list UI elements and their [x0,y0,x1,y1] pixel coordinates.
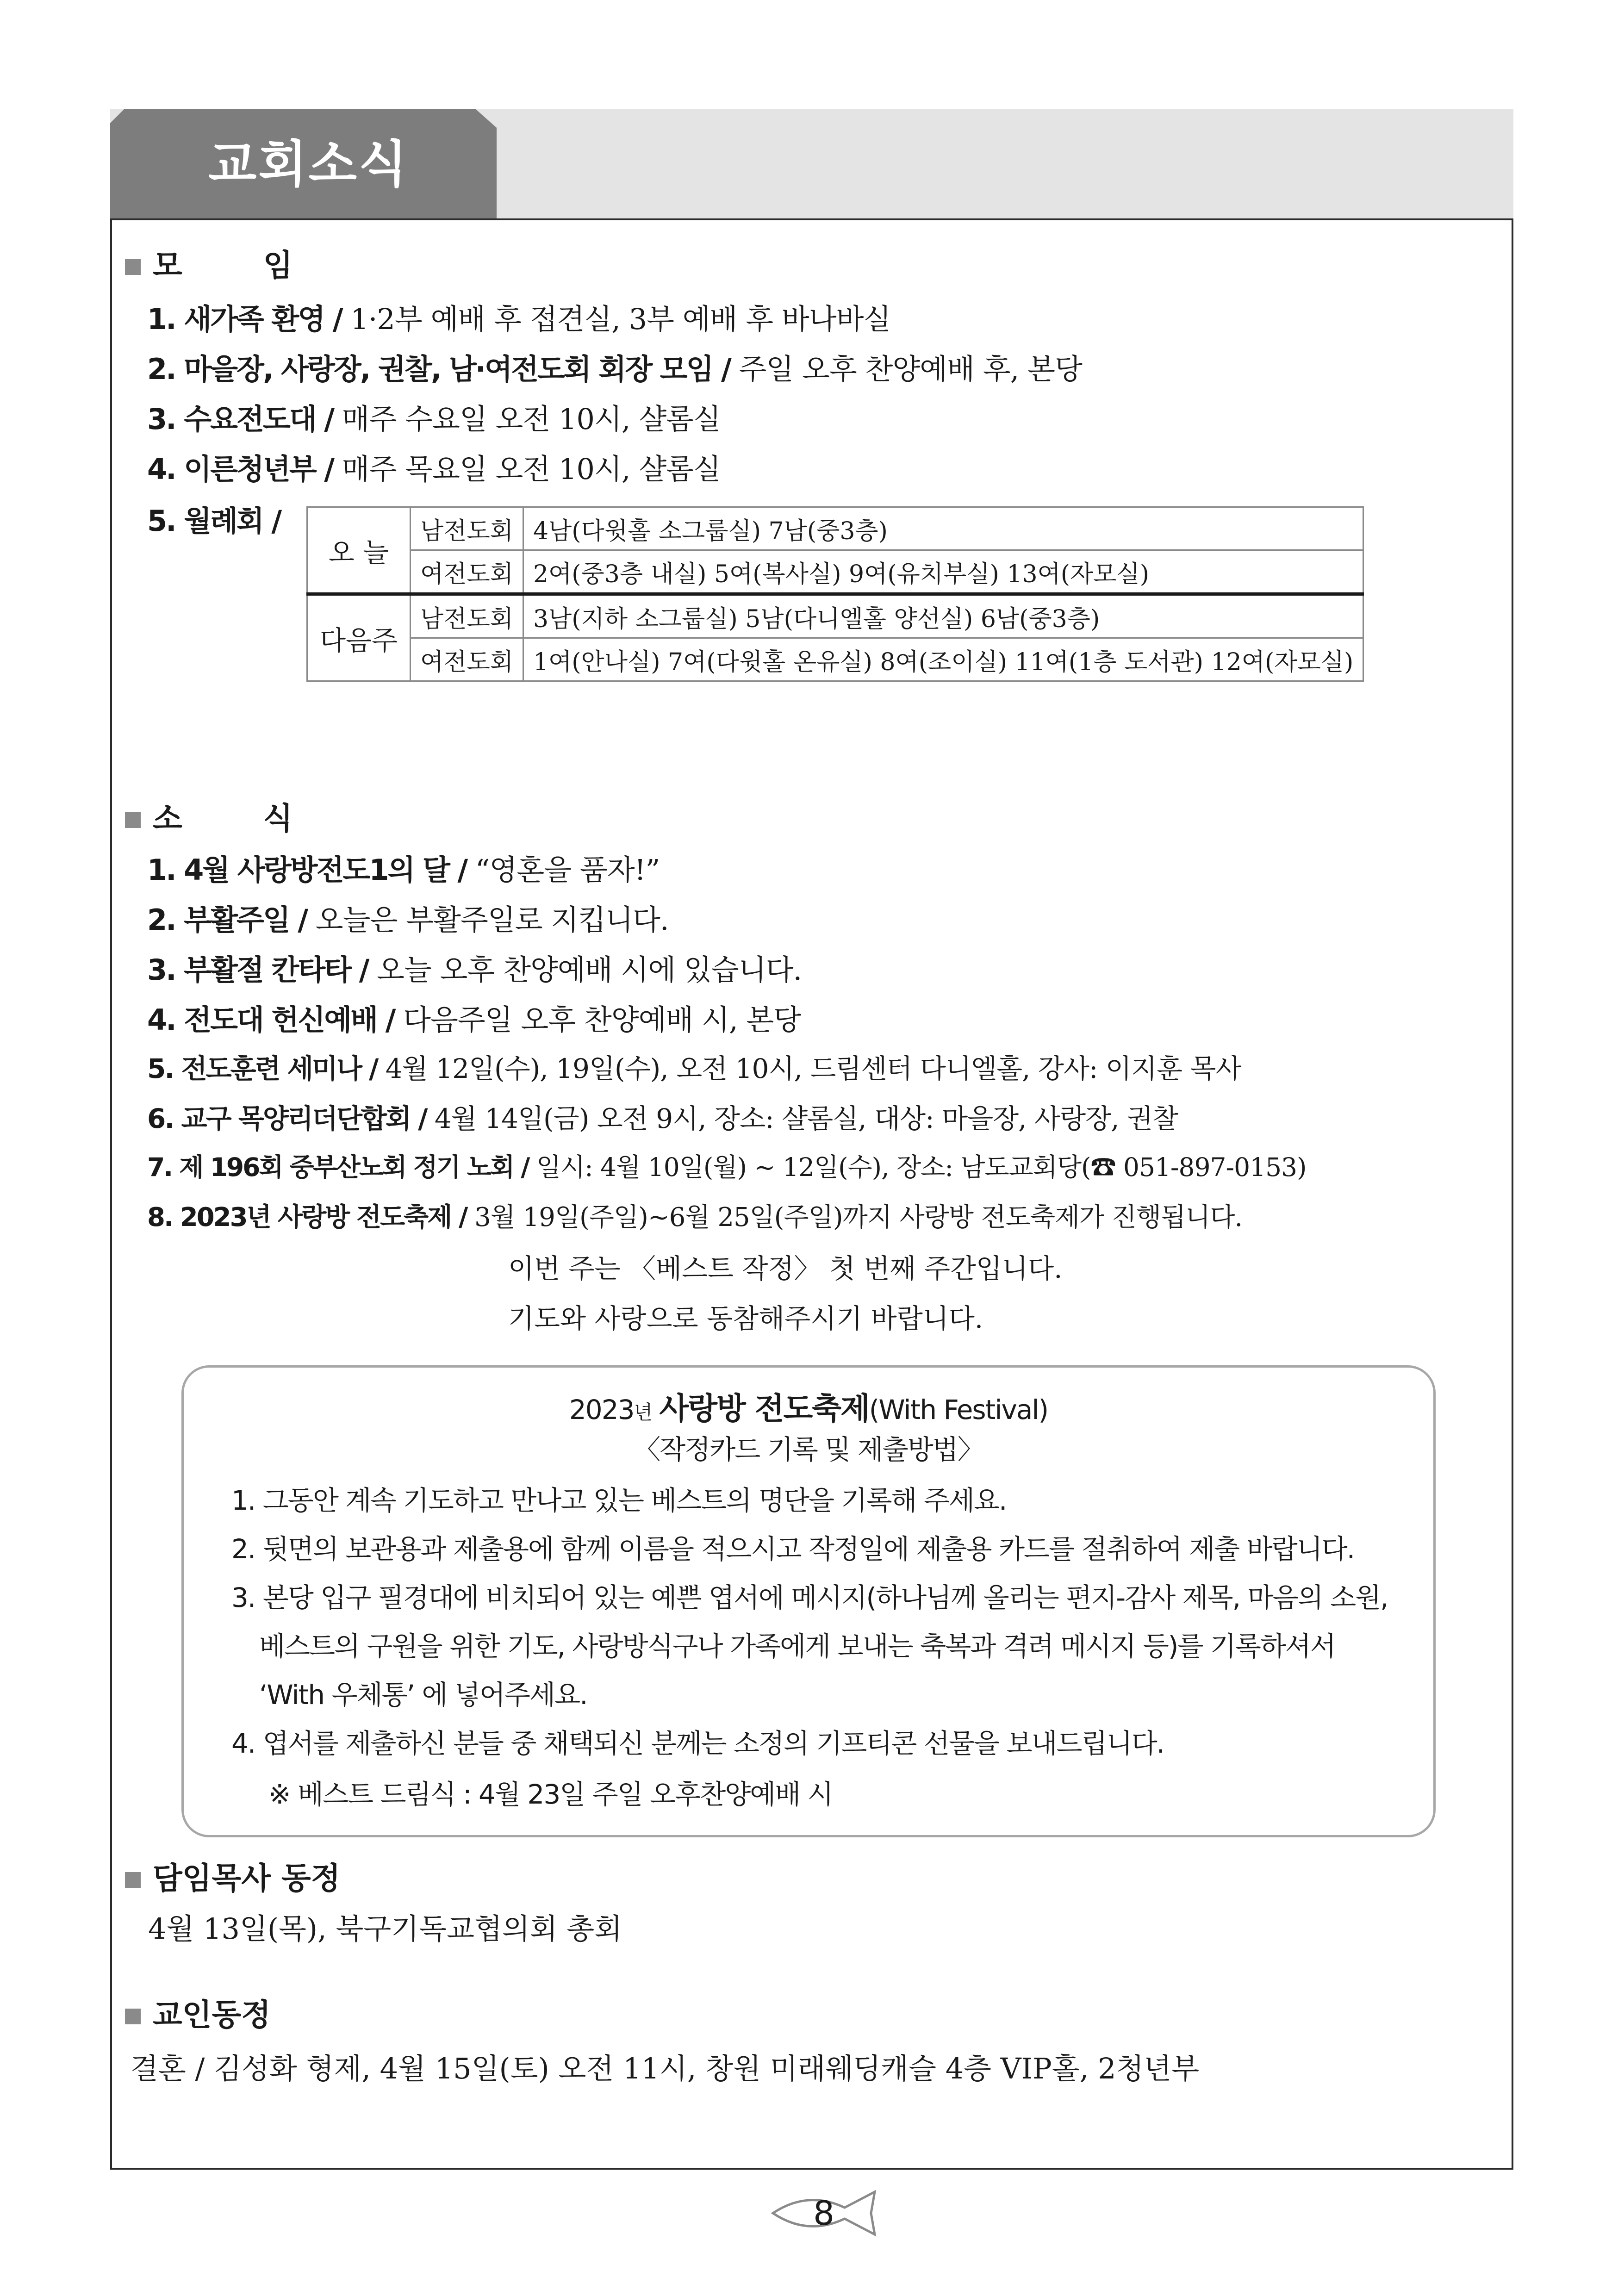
table-cell-type: 여전도회 [411,550,523,594]
table-cell-value: 3남(지하 소그룹실) 5남(다니엘홀 양선실) 6남(중3층) [523,594,1363,638]
news-item: 6. 교구 목양리더단합회 / 4월 14일(금) 오전 9시, 장소: 샬롬실, 대상: 마을장, 사랑장, 권찰 [147,1103,1178,1134]
pastor-text: 4월 13일(목), 북구기독교협의회 총회 [148,1912,622,1946]
bullet-square-icon [125,2009,141,2024]
page-title: 교회소식 [208,136,409,193]
festival-line: 2. 뒷면의 보관용과 제출용에 함께 이름을 적으시고 작정일에 제출용 카드를 절취하여 제출 바랍니다. [231,1533,1355,1565]
festival-line: 4. 엽서를 제출하신 분들 중 채택되신 분께는 소정의 기프티콘 선물을 보내드립니다. [231,1728,1164,1759]
next-week-label: 다음주 [307,594,411,681]
news-item: 3. 부활절 칸타타 / 오늘 오후 찬양예배 시에 있습니다. [147,953,802,987]
meeting-item: 5. 월례회 / [147,504,281,538]
meeting-item: 1. 새가족 환영 / 1·2부 예배 후 접견실, 3부 예배 후 바나바실 [147,302,891,336]
festival-line: 3. 본당 입구 필경대에 비치되어 있는 예쁜 엽서에 메시지(하나님께 올리는 편지-감사 제목, 마음의 소원, [231,1582,1388,1613]
members-heading: 교인동정 [125,1990,271,2034]
table-cell-type: 남전도회 [411,594,523,638]
monthly-meeting-table [306,506,1364,682]
table-row [307,550,1363,594]
news-heading: 소 식 [125,794,328,838]
pastor-heading: 담임목사 동정 [125,1854,341,1898]
table-cell-type: 여전도회 [411,638,523,681]
festival-title: 2023년 사랑방 전도축제(With Festival) [569,1391,1048,1426]
bullet-square-icon [125,1872,141,1888]
table-row [307,638,1363,681]
page-number-badge [764,2185,884,2241]
table-cell-value: 1여(안나실) 7여(다윗홀 온유실) 8여(조이실) 11여(1층 도서관) 12여(자모실) [523,638,1363,681]
table-cell-type: 남전도회 [411,507,523,550]
festival-line: 1. 그동안 계속 기도하고 만나고 있는 베스트의 명단을 기록해 주세요. [231,1485,1007,1516]
meeting-item: 2. 마을장, 사랑장, 권찰, 남·여전도회 회장 모임 / 주일 오후 찬양예배 후, 본당 [147,352,1082,386]
news-item: 2. 부활주일 / 오늘은 부활주일로 지킵니다. [147,903,669,937]
bullet-square-icon [125,812,141,828]
meeting-item: 3. 수요전도대 / 매주 수요일 오전 10시, 샬롬실 [147,402,721,436]
table-row [307,594,1363,638]
news-item-continuation: 이번 주는 〈베스트 작정〉 첫 번째 주간입니다. [508,1253,1063,1284]
news-item-continuation: 기도와 사랑으로 동참해주시기 바랍니다. [508,1303,983,1334]
today-label: 오 늘 [307,507,411,594]
table-row [307,507,1363,550]
festival-line: 베스트의 구원을 위한 기도, 사랑방식구나 가족에게 보내는 축복과 격려 메시지 등)를 기록하셔서 [259,1630,1335,1662]
members-text: 결혼 / 김성화 형제, 4월 15일(토) 오전 11시, 창원 미래웨딩캐슬 4층 VIP홀, 2청년부 [131,2052,1200,2085]
news-item: 8. 2023년 사랑방 전도축제 / 3월 19일(주일)~6월 25일(주일)까지 사랑방 전도축제가 진행됩니다. [147,1202,1243,1232]
news-item: 4. 전도대 헌신예배 / 다음주일 오후 찬양예배 시, 본당 [147,1003,801,1037]
festival-subtitle: 〈작정카드 기록 및 제출방법〉 [634,1434,983,1465]
bullet-square-icon [125,259,141,275]
news-item: 7. 제 196회 중부산노회 정기 노회 / 일시: 4월 10일(월) ~ 12일(수), 장소: 남도교회당(☎ 051-897-0153) [147,1152,1307,1182]
page-number: 8 [813,2194,834,2233]
meeting-item: 4. 이른청년부 / 매주 목요일 오전 10시, 샬롬실 [147,452,721,486]
table-cell-value: 2여(중3층 내실) 5여(복사실) 9여(유치부실) 13여(자모실) [523,550,1363,594]
meetings-heading: 모 임 [125,241,328,285]
news-item: 1. 4월 사랑방전도1의 달 / “영혼을 품자!” [147,853,660,887]
table-cell-value: 4남(다윗홀 소그룹실) 7남(중3층) [523,507,1363,550]
festival-note: ※ 베스트 드림식 : 4월 23일 주일 오후찬양예배 시 [268,1779,833,1810]
festival-line: ‘With 우체통’ 에 넣어주세요. [259,1679,587,1711]
news-item: 5. 전도훈련 세미나 / 4월 12일(수), 19일(수), 오전 10시, 드림센터 다니엘홀, 강사: 이지훈 목사 [147,1053,1241,1084]
